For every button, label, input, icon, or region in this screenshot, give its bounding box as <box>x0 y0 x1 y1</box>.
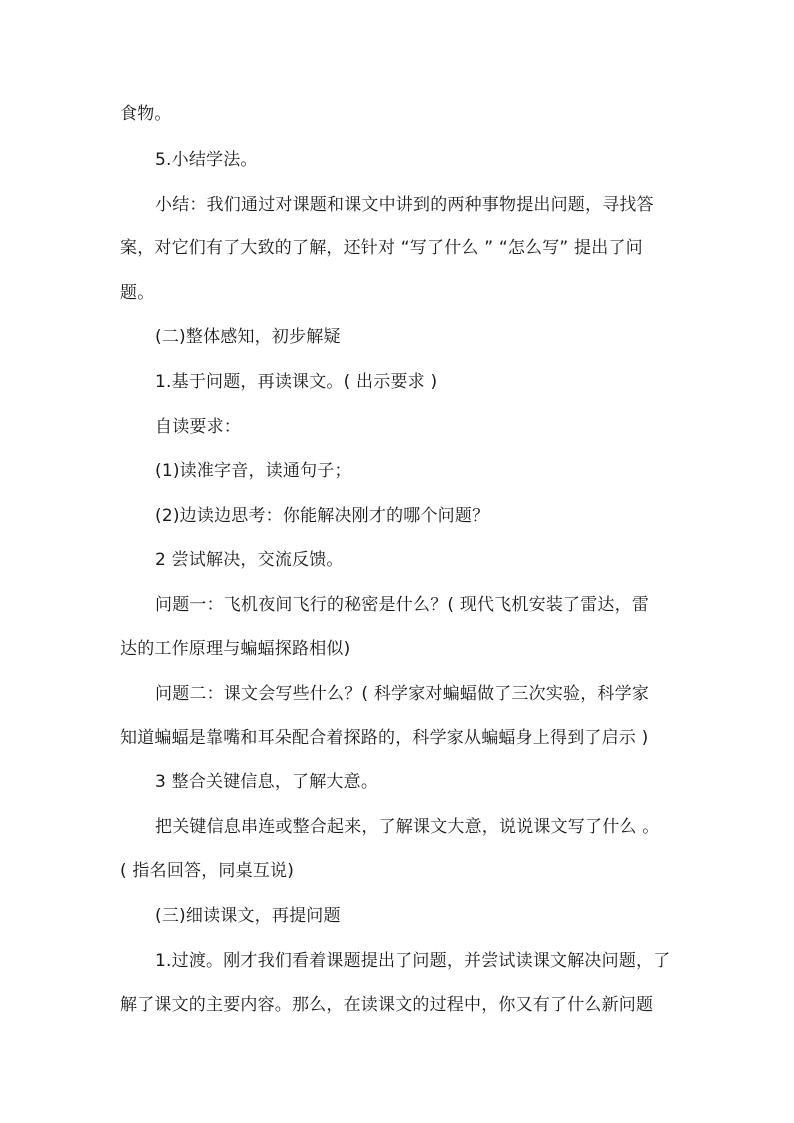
text-line: (2)边读边思考：你能解决刚才的哪个问题？ <box>155 506 490 526</box>
text-line: (1)读准字音，读通句子； <box>155 461 352 481</box>
text-line: 问题二：课文会写些什么？( 科学家对蝙蝠做了三次实验，科学家 <box>155 684 650 704</box>
text-line: 2 尝试解决，交流反馈。 <box>155 550 344 570</box>
text-line: 3 整合关键信息，了解大意。 <box>155 772 379 792</box>
section-heading: (三)细读课文，再提问题 <box>155 906 341 926</box>
text-line: 知道蝙蝠是靠嘴和耳朵配合着探路的，科学家从蝙蝠身上得到了启示 ) <box>120 728 649 748</box>
text-line: 案，对它们有了大致的了解，还针对 “写了什么 ” “怎么写” 提出了问 <box>120 238 643 258</box>
text-line: 5.小结学法。 <box>155 150 258 170</box>
text-line: 1.基于问题，再读课文。( 出示要求 ) <box>155 372 438 392</box>
text-line: 解了课文的主要内容。那么，在读课文的过程中，你又有了什么新问题 <box>120 995 654 1015</box>
text-line: 1.过渡。刚才我们看着课题提出了问题，并尝试读课文解决问题，了 <box>155 951 671 971</box>
text-line: 题。 <box>120 283 155 303</box>
text-line: 食物。 <box>120 104 172 124</box>
text-line: 自读要求： <box>155 417 241 437</box>
text-line: 达的工作原理与蝙蝠探路相似) <box>120 639 351 659</box>
section-heading: (二)整体感知，初步解疑 <box>155 327 341 347</box>
text-line: 问题一：飞机夜间飞行的秘密是什么？( 现代飞机安装了雷达，雷 <box>155 595 650 615</box>
text-line: ( 指名回答，同桌互说) <box>120 861 295 881</box>
text-line: 小结：我们通过对课题和课文中讲到的两种事物提出问题，寻找答 <box>155 195 654 215</box>
text-line: 把关键信息串连或整合起来，了解课文大意，说说课文写了什么 。 <box>155 817 660 837</box>
